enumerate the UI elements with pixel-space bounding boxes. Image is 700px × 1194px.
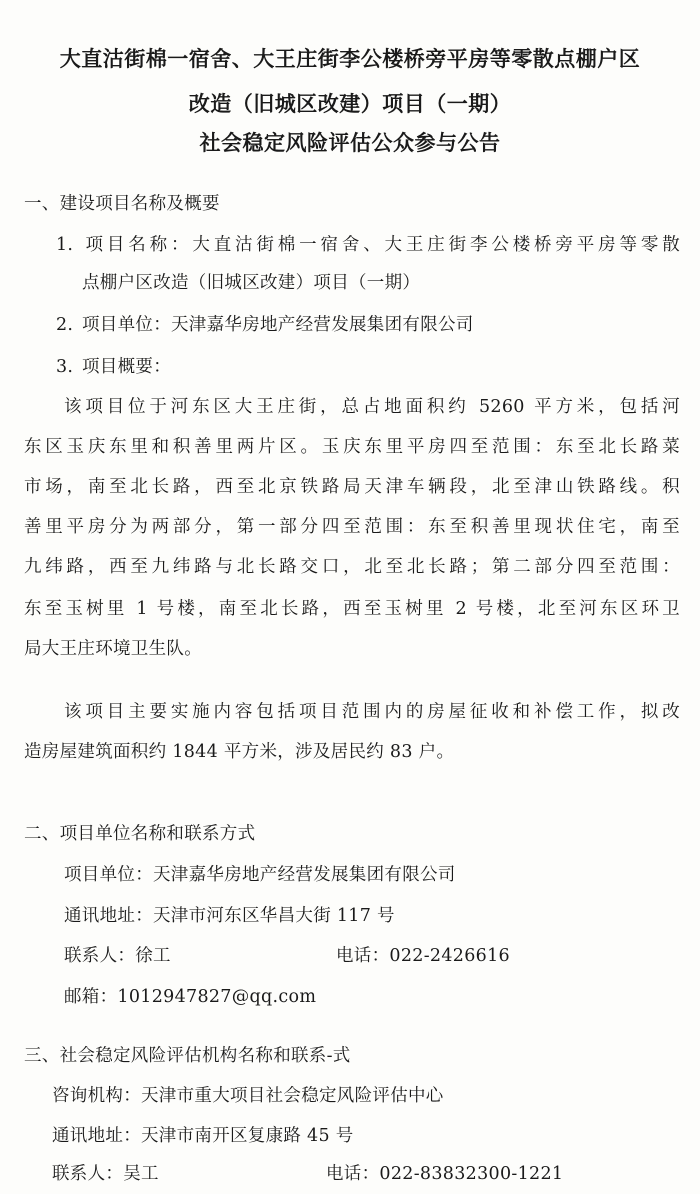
overview-para-1-line-4: 善里平房分为两部分，第一部分四至范围：东至积善里现状住宅，南至 (24, 517, 680, 537)
item-1-text-line-2: 点棚户区改造（旧城区改建）项目（一期） (82, 273, 421, 293)
item-1-text-line-1: 项目名称：大直沽街棉一宿舍、大王庄街李公楼桥旁平房等零散 (82, 235, 680, 255)
item-3 (56, 353, 171, 378)
overview-para-1-line-2: 东区玉庆东里和积善里两片区。玉庆东里平房四至范围：东至北长路菜 (24, 437, 680, 457)
overview-para-2-line-1: 该项目主要实施内容包括项目范围内的房屋征收和补偿工作，拟改 (64, 702, 680, 722)
item-2-number: 2. (56, 315, 74, 335)
overview-para-1-line-7: 局大王庄环境卫生队。 (24, 639, 202, 659)
document-title-line-3: 社会稳定风险评估公众参与公告 (199, 131, 501, 155)
overview-para-1-line-1: 该项目位于河东区大王庄街，总占地面积约 5260 平方米，包括河 (64, 397, 680, 417)
project-address: 通讯地址：天津市河东区华昌大街 117 号 (64, 906, 395, 926)
assessment-address: 通讯地址：天津市南开区复康路 45 号 (52, 1126, 354, 1146)
document-title-line-2: 改造（旧城区改建）项目（一期） (188, 92, 512, 116)
document-title-line-1: 大直沽街棉一宿舍、大王庄街李公楼桥旁平房等零散点棚户区 (59, 47, 641, 71)
project-contact-person: 联系人：徐工 (64, 946, 171, 966)
project-unit: 项目单位：天津嘉华房地产经营发展集团有限公司 (64, 865, 456, 885)
item-2 (56, 311, 474, 336)
section-1-heading: 一、建设项目名称及概要 (24, 194, 220, 214)
section-3-heading: 三、社会稳定风险评估机构名称和联系-式 (24, 1046, 351, 1066)
item-1-line-1 (56, 231, 680, 256)
assessment-organization: 咨询机构：天津市重大项目社会稳定风险评估中心 (52, 1086, 444, 1106)
assessment-contact-person: 联系人：吴工 (52, 1164, 159, 1184)
overview-para-1-line-6: 东至玉树里 1 号楼，南至北长路，西至玉树里 2 号楼，北至河东区环卫 (24, 599, 680, 619)
section-2-heading: 二、项目单位名称和联系方式 (24, 824, 256, 844)
overview-para-1-line-5: 九纬路，西至九纬路与北长路交口，北至北长路；第二部分四至范围： (24, 557, 680, 577)
overview-para-1-line-3: 市场，南至北长路，西至北京铁路局天津车辆段，北至津山铁路线。积 (24, 477, 680, 497)
project-contact-email: 邮箱：1012947827@qq.com (64, 987, 317, 1007)
item-3-number: 3. (56, 357, 74, 377)
item-1-number: 1. (56, 235, 74, 255)
item-2-text: 项目单位：天津嘉华房地产经营发展集团有限公司 (82, 315, 474, 335)
overview-para-2-line-2: 造房屋建筑面积约 1844 平方米，涉及居民约 83 户。 (24, 742, 455, 762)
item-3-text: 项目概要： (82, 357, 171, 377)
project-contact-phone: 电话：022-2426616 (336, 946, 510, 966)
assessment-contact-phone: 电话：022-83832300-1221 (326, 1164, 564, 1184)
